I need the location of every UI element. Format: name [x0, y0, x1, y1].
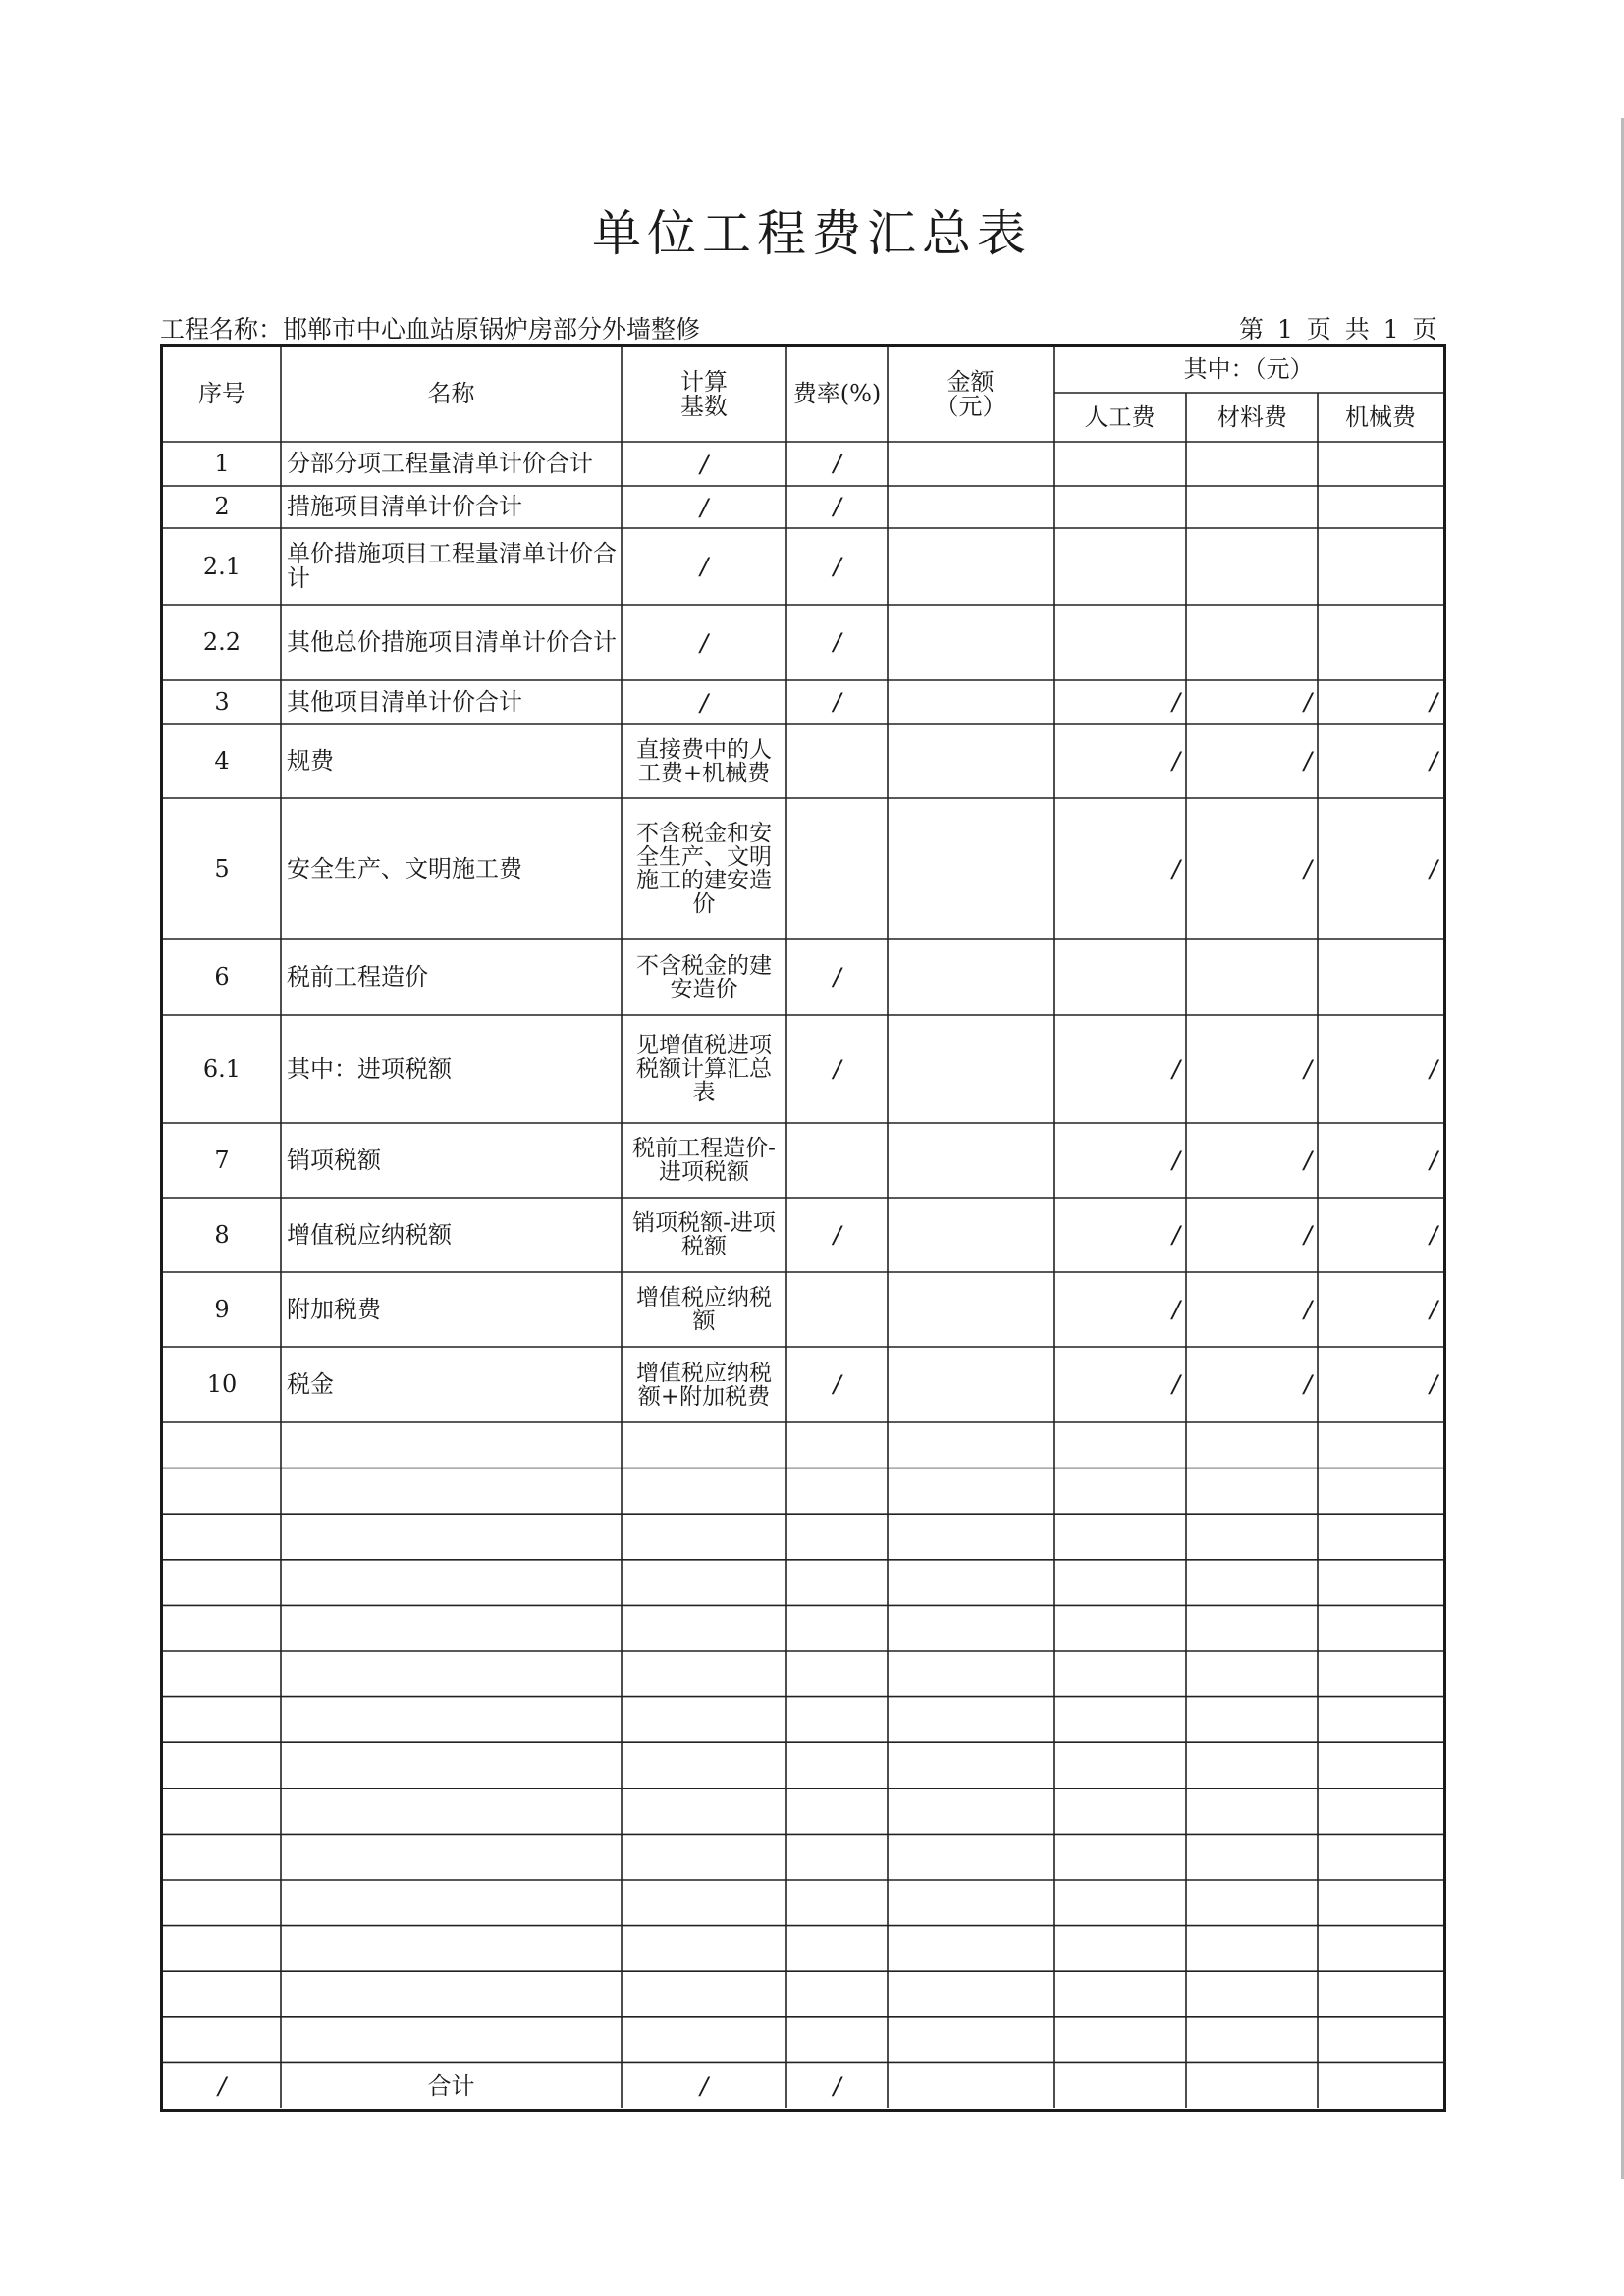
row-1-index — [163, 442, 281, 486]
total-rate — [786, 2062, 888, 2109]
row-6-machine-text: / — [1429, 747, 1437, 774]
row-2-index — [163, 486, 281, 528]
row-2-name-text: 措施项目清单计价合计 — [287, 493, 522, 520]
row-6-labor-text: / — [1171, 747, 1180, 774]
header-basis-text: 计算基数 — [680, 367, 728, 420]
row-1-rate-text: / — [833, 450, 841, 477]
row-6-material-text: / — [1303, 747, 1312, 774]
row-8-index — [163, 939, 281, 1015]
row-9-rate — [786, 1015, 888, 1123]
row-4-name-text: 其他总价措施项目清单计价合计 — [287, 628, 617, 656]
row-1-machine — [1318, 442, 1443, 486]
row-9-name-text: 其中：进项税额 — [287, 1054, 452, 1083]
row-5-index-text: 3 — [214, 688, 230, 716]
row-11-basis-text: 销项税额-进项税额 — [632, 1210, 776, 1259]
row-13-index-text: 10 — [206, 1370, 238, 1398]
row-9-index — [163, 1015, 281, 1123]
row-8-amount — [888, 939, 1054, 1015]
row-2-rate — [786, 486, 888, 528]
row-10-rate — [786, 1123, 888, 1198]
row-7-material-text: / — [1303, 854, 1312, 882]
row-12-labor — [1054, 1272, 1186, 1347]
row-11-index-text: 8 — [214, 1220, 230, 1249]
row-7-index-text: 5 — [214, 854, 230, 882]
row-11-index — [163, 1198, 281, 1272]
row-7-labor-text: / — [1171, 854, 1180, 882]
row-8-name — [281, 939, 622, 1015]
row-4-amount — [888, 605, 1054, 680]
row-4-machine — [1318, 605, 1443, 680]
row-4-labor — [1054, 605, 1186, 680]
header-machine — [1318, 393, 1443, 442]
row-10-name — [281, 1123, 622, 1198]
page-title: 单位工程费汇总表 — [592, 205, 1032, 262]
row-2-machine — [1318, 486, 1443, 528]
row-12-material — [1186, 1272, 1318, 1347]
row-13-basis-text: 增值税应纳税额+附加税费 — [636, 1360, 772, 1410]
row-7-labor — [1054, 798, 1186, 939]
row-8-basis-text: 不含税金的建安造价 — [636, 952, 772, 1002]
row-12-name — [281, 1272, 622, 1347]
row-3-name-text: 单价措施项目工程量清单计价合计 — [287, 540, 617, 592]
row-1-name — [281, 442, 622, 486]
total-index — [163, 2062, 281, 2109]
row-5-name-text: 其他项目清单计价合计 — [287, 688, 522, 716]
row-13-name-text: 税金 — [287, 1370, 334, 1398]
row-4-index — [163, 605, 281, 680]
fee-summary-table — [160, 344, 1446, 2112]
row-10-amount — [888, 1123, 1054, 1198]
total-index-text: / — [217, 2071, 227, 2100]
row-8-name-text: 税前工程造价 — [287, 963, 428, 990]
row-3-machine — [1318, 528, 1443, 605]
row-13-machine-text: / — [1429, 1370, 1437, 1398]
row-9-amount — [888, 1015, 1054, 1123]
row-2-basis-text: / — [699, 493, 709, 521]
row-1-rate — [786, 442, 888, 486]
row-10-material-text: / — [1303, 1146, 1312, 1174]
row-6-labor — [1054, 724, 1186, 798]
row-8-rate — [786, 939, 888, 1015]
row-10-basis — [622, 1123, 786, 1198]
row-7-name — [281, 798, 622, 939]
row-1-index-text: 1 — [214, 450, 230, 477]
row-5-labor-text: / — [1171, 688, 1180, 716]
row-9-material-text: / — [1303, 1054, 1312, 1083]
total-rate-text: / — [833, 2071, 841, 2100]
row-12-basis-text: 增值税应纳税额 — [636, 1285, 772, 1334]
row-8-labor — [1054, 939, 1186, 1015]
row-1-material — [1186, 442, 1318, 486]
row-9-labor-text: / — [1171, 1054, 1180, 1083]
row-10-machine — [1318, 1123, 1443, 1198]
row-2-index-text: 2 — [214, 493, 230, 520]
row-13-material-text: / — [1303, 1370, 1312, 1398]
row-7-name-text: 安全生产、文明施工费 — [287, 854, 522, 882]
row-4-basis-text: / — [699, 628, 709, 657]
row-13-index — [163, 1347, 281, 1422]
header-machine-text: 机械费 — [1345, 402, 1416, 431]
row-9-basis-text: 见增值税进项税额计算汇总表 — [636, 1033, 772, 1105]
header-of-which — [1054, 347, 1443, 393]
total-name-text: 合计 — [427, 2071, 475, 2100]
total-amount — [888, 2062, 1054, 2109]
row-11-material-text: / — [1303, 1220, 1312, 1249]
total-basis — [622, 2062, 786, 2109]
row-9-basis — [622, 1015, 786, 1123]
row-5-name — [281, 680, 622, 724]
row-6-name — [281, 724, 622, 798]
row-6-name-text: 规费 — [287, 747, 334, 774]
row-3-name — [281, 528, 622, 605]
row-3-labor — [1054, 528, 1186, 605]
row-4-basis — [622, 605, 786, 680]
row-11-name-text: 增值税应纳税额 — [287, 1220, 452, 1249]
row-7-material — [1186, 798, 1318, 939]
header-basis — [622, 347, 786, 442]
row-7-index — [163, 798, 281, 939]
row-12-labor-text: / — [1171, 1295, 1180, 1323]
row-6-basis-text: 直接费中的人工费+机械费 — [636, 736, 772, 786]
row-9-material — [1186, 1015, 1318, 1123]
row-3-index — [163, 528, 281, 605]
row-5-machine — [1318, 680, 1443, 724]
row-10-index — [163, 1123, 281, 1198]
row-1-labor — [1054, 442, 1186, 486]
row-2-name — [281, 486, 622, 528]
row-2-amount — [888, 486, 1054, 528]
row-13-rate-text: / — [833, 1370, 841, 1398]
row-6-machine — [1318, 724, 1443, 798]
row-12-machine — [1318, 1272, 1443, 1347]
row-10-labor — [1054, 1123, 1186, 1198]
row-5-rate — [786, 680, 888, 724]
header-labor — [1054, 393, 1186, 442]
row-3-index-text: 2.1 — [202, 552, 242, 580]
row-12-amount — [888, 1272, 1054, 1347]
row-8-rate-text: / — [833, 963, 841, 990]
row-11-labor-text: / — [1171, 1220, 1180, 1249]
header-index-text: 序号 — [198, 380, 245, 407]
header-material-text: 材料费 — [1217, 402, 1287, 431]
row-5-basis-text: / — [699, 688, 709, 717]
row-5-labor — [1054, 680, 1186, 724]
total-material — [1186, 2062, 1318, 2109]
row-8-material — [1186, 939, 1318, 1015]
row-3-rate-text: / — [833, 552, 841, 580]
row-8-machine — [1318, 939, 1443, 1015]
row-8-index-text: 6 — [214, 963, 230, 990]
row-2-labor — [1054, 486, 1186, 528]
row-3-material — [1186, 528, 1318, 605]
row-7-machine — [1318, 798, 1443, 939]
total-labor — [1054, 2062, 1186, 2109]
row-10-material — [1186, 1123, 1318, 1198]
row-10-labor-text: / — [1171, 1146, 1180, 1174]
row-12-material-text: / — [1303, 1295, 1312, 1323]
row-3-basis — [622, 528, 786, 605]
header-rate — [786, 347, 888, 442]
row-11-rate — [786, 1198, 888, 1272]
row-11-amount — [888, 1198, 1054, 1272]
row-6-index — [163, 724, 281, 798]
row-1-amount — [888, 442, 1054, 486]
row-6-material — [1186, 724, 1318, 798]
row-13-amount — [888, 1347, 1054, 1422]
row-2-material — [1186, 486, 1318, 528]
header-of-which-text: 其中：（元） — [1183, 355, 1314, 383]
row-11-basis — [622, 1198, 786, 1272]
row-1-basis-text: / — [699, 450, 709, 478]
row-5-amount — [888, 680, 1054, 724]
row-13-rate — [786, 1347, 888, 1422]
row-12-basis — [622, 1272, 786, 1347]
row-5-index — [163, 680, 281, 724]
row-7-basis — [622, 798, 786, 939]
row-9-labor — [1054, 1015, 1186, 1123]
row-8-basis — [622, 939, 786, 1015]
header-labor-text: 人工费 — [1084, 402, 1156, 431]
row-1-basis — [622, 442, 786, 486]
row-5-basis — [622, 680, 786, 724]
row-2-basis — [622, 486, 786, 528]
row-6-basis — [622, 724, 786, 798]
header-name-text: 名称 — [427, 380, 475, 407]
row-9-index-text: 6.1 — [202, 1054, 242, 1083]
row-5-material — [1186, 680, 1318, 724]
row-5-material-text: / — [1303, 688, 1312, 716]
total-name — [281, 2062, 622, 2109]
row-7-amount — [888, 798, 1054, 939]
row-11-machine-text: / — [1429, 1220, 1437, 1249]
row-9-name — [281, 1015, 622, 1123]
row-1-name-text: 分部分项工程量清单计价合计 — [287, 450, 593, 477]
row-10-machine-text: / — [1429, 1146, 1437, 1174]
header-rate-text: 费率(%) — [792, 380, 882, 407]
row-3-basis-text: / — [699, 553, 709, 580]
project-name: 工程名称：邯郸市中心血站原锅炉房部分外墙整修 — [160, 315, 701, 344]
page-number: 第 1 页 共 1 页 — [1239, 315, 1437, 344]
row-9-machine-text: / — [1429, 1054, 1437, 1083]
total-basis-text: / — [699, 2071, 709, 2100]
header-name — [281, 347, 622, 442]
row-13-basis — [622, 1347, 786, 1422]
row-4-index-text: 2.2 — [202, 628, 242, 656]
header-material — [1186, 393, 1318, 442]
row-6-rate — [786, 724, 888, 798]
row-10-index-text: 7 — [214, 1146, 230, 1174]
row-13-labor-text: / — [1171, 1370, 1180, 1398]
row-5-machine-text: / — [1429, 688, 1437, 716]
row-13-labor — [1054, 1347, 1186, 1422]
header-index — [163, 347, 281, 442]
total-machine — [1318, 2062, 1443, 2109]
row-12-name-text: 附加税费 — [287, 1295, 381, 1323]
row-11-material — [1186, 1198, 1318, 1272]
row-3-rate — [786, 528, 888, 605]
row-11-labor — [1054, 1198, 1186, 1272]
row-13-name — [281, 1347, 622, 1422]
row-7-basis-text: 不含税金和安全生产、文明施工的建安造价 — [636, 821, 772, 917]
row-6-amount — [888, 724, 1054, 798]
row-9-machine — [1318, 1015, 1443, 1123]
row-13-machine — [1318, 1347, 1443, 1422]
row-12-index-text: 9 — [214, 1295, 230, 1323]
row-13-material — [1186, 1347, 1318, 1422]
row-4-name — [281, 605, 622, 680]
row-11-machine — [1318, 1198, 1443, 1272]
row-4-material — [1186, 605, 1318, 680]
header-amount-text: 金额（元） — [935, 367, 1006, 420]
row-12-index — [163, 1272, 281, 1347]
row-10-basis-text: 税前工程造价-进项税额 — [632, 1136, 776, 1185]
row-2-rate-text: / — [833, 493, 841, 520]
row-7-rate — [786, 798, 888, 939]
row-12-machine-text: / — [1429, 1295, 1437, 1323]
row-7-machine-text: / — [1429, 854, 1437, 882]
row-12-rate — [786, 1272, 888, 1347]
row-6-index-text: 4 — [214, 747, 230, 774]
row-4-rate — [786, 605, 888, 680]
header-amount — [888, 347, 1054, 442]
row-9-rate-text: / — [833, 1054, 841, 1083]
row-11-name — [281, 1198, 622, 1272]
row-3-amount — [888, 528, 1054, 605]
row-5-rate-text: / — [833, 688, 841, 716]
row-11-rate-text: / — [833, 1220, 841, 1249]
row-10-name-text: 销项税额 — [287, 1146, 381, 1174]
row-4-rate-text: / — [833, 628, 841, 656]
